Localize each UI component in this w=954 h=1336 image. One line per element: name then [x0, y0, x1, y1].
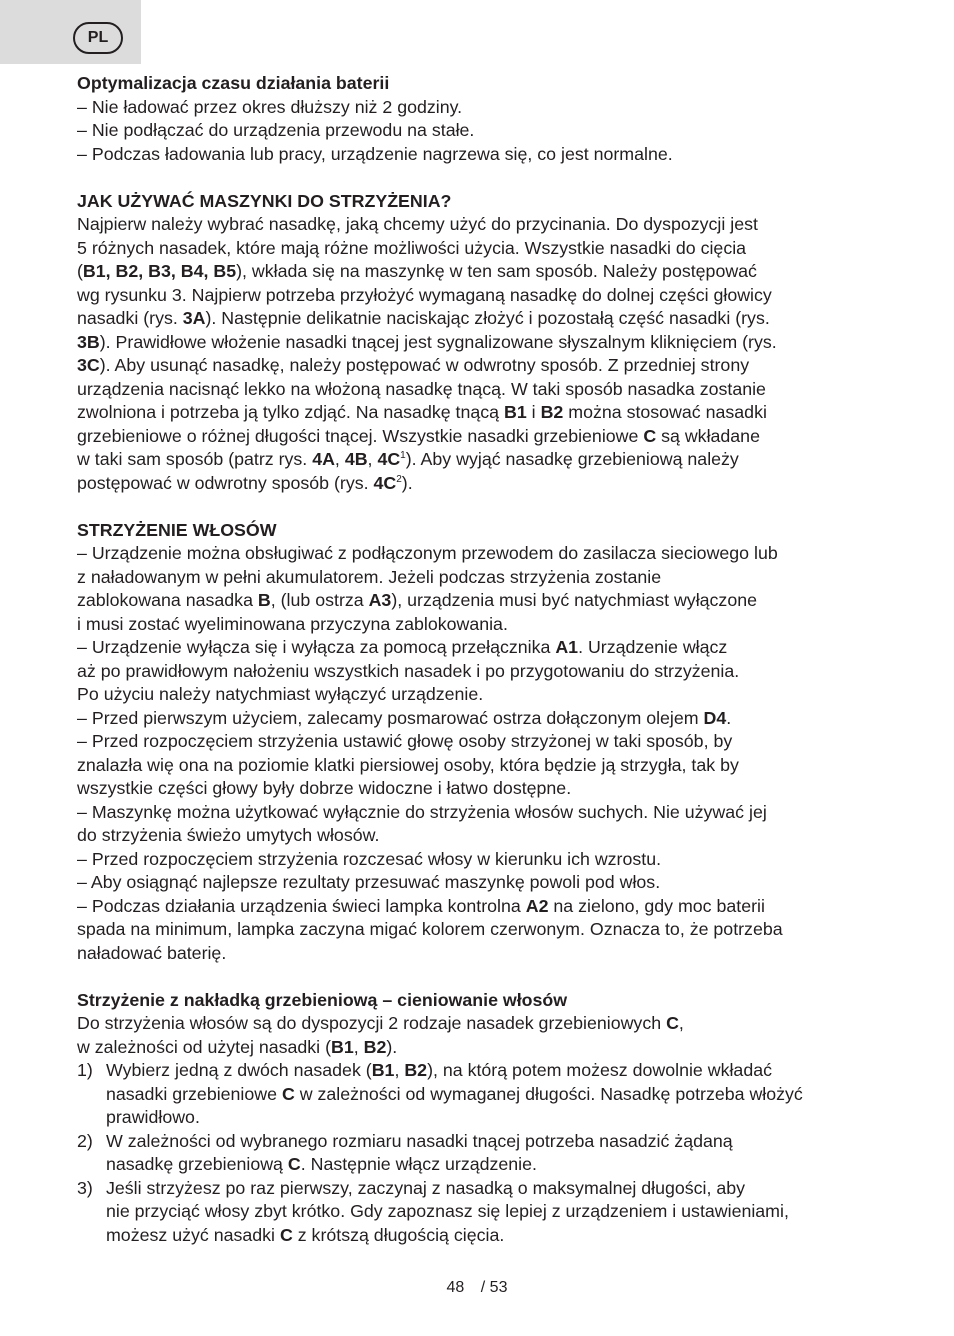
page-content — [77, 72, 887, 1247]
text-line: 3C). Aby usunąć nasadkę, należy postępować w odwrotny sposób. Z przedniej strony — [77, 355, 750, 375]
text-line: Do strzyżenia włosów są do dyspozycji 2 rodzaje nasadek grzebieniowych C, — [77, 1013, 684, 1033]
section-title-comb-attachment: Strzyżenie z nakładką grzebieniową – cieniowanie włosów — [77, 989, 568, 1010]
text-line: (B1, B2, B3, B4, B5), wkłada się na maszynkę w ten sam sposób. Należy postępować — [77, 261, 757, 281]
numbered-item: 1) Wybierz jedną z dwóch nasadek (B1, B2), na którą potem możesz dowolnie wkładać nasadki grzebieniowe C w zależności od wymaganej długości. Nasadkę potrzeba włożyć prawidłowo. — [77, 1060, 803, 1127]
page-total: / 53 — [480, 1279, 508, 1296]
text-line: Najpierw należy wybrać nasadkę, jaką chcemy użyć do przycinania. Do dyspozycji jest — [77, 214, 758, 234]
page-current: 48 — [446, 1279, 465, 1296]
language-tab — [0, 0, 141, 64]
list-item: – Urządzenie można obsługiwać z podłączonym przewodem do zasilacza sieciowego lub z naładowanym w pełni akumulatorem. Jeżeli podczas strzyżenia zostanie zablokowana nasadka B, (lub ostrza A3), urządzenia musi być natychmiast wyłączone i musi zostać wyeliminowana przyczyna zablokowania. — [77, 543, 778, 634]
language-badge: PL — [73, 22, 123, 54]
list-item: – Przed rozpoczęciem strzyżenia rozczesać włosy w kierunku ich wzrostu. — [77, 848, 662, 869]
text-line: 3B). Prawidłowe włożenie nasadki tnącej jest sygnalizowane słyszalnym kliknięciem (rys. — [77, 331, 777, 352]
section-title-battery: Optymalizacja czasu działania baterii — [77, 73, 390, 93]
list-item: – Podczas działania urządzenia świeci lampka kontrolna A2 na zielono, gdy moc baterii spada na minimum, lampka zaczyna migać kolorem czerwonym. Oznacza to, że potrzeba naładować baterię. — [77, 895, 783, 963]
text-line: w zależności od użytej nasadki (B1, B2). — [77, 1036, 398, 1057]
text-line: grzebieniowe o różnej długości tnącej. Wszystkie nasadki grzebieniowe C są wkładane — [77, 425, 760, 446]
section-title-hair-cutting: STRZYŻENIE WŁOSÓW — [77, 519, 277, 540]
text-line: zwolniona i potrzeba ją tylko zdjąć. Na nasadkę tnącą B1 i B2 można stosować nasadki — [77, 402, 767, 422]
list-item: – Maszynkę można użytkować wyłącznie do strzyżenia włosów suchych. Nie używać jej do strzyżenia świeżo umytych włosów. — [77, 801, 767, 845]
list-item: – Przed rozpoczęciem strzyżenia ustawić głowę osoby strzyżonej w taki sposób, by znalazła wię ona na poziomie klatki piersiowej osoby, która będzie ją strzygła, tak by wszystkie części głowy były dobrze widoczne i łatwo dostępne. — [77, 731, 739, 798]
numbered-item: 3) Jeśli strzyżesz po raz pierwszy, zaczynaj z nasadką o maksymalnej długości, aby nie przyciąć włosy zbyt krótko. Gdy zapoznasz się lepiej z urządzeniem i ustawieniami, możesz użyć nasadki C z krótszą długością cięcia. — [77, 1177, 789, 1245]
section-title-how-to-use: JAK UŻYWAĆ MASZYNKI DO STRZYŻENIA? — [77, 190, 452, 211]
text-line: urządzenia nacisnąć lekko na włożoną nasadkę tnącą. W taki sposób nasadka zostanie — [77, 378, 766, 399]
page-number — [0, 1279, 954, 1297]
text-line: postępować w odwrotny sposób (rys. $4C^2$). — [77, 472, 413, 493]
text-line: w taki sam sposób (patrz rys. 4A, 4B, $4C^1$). Aby wyjąć nasadkę grzebieniową należy — [77, 449, 739, 469]
text-line: 5 różnych nasadek, które mają różne możliwości użycia. Wszystkie nasadki do cięcia — [77, 237, 747, 258]
list-item: – Podczas ładowania lub pracy, urządzenie nagrzewa się, co jest normalne. — [77, 143, 673, 164]
numbered-item: 2) W zależności od wybranego rozmiaru nasadki tnącej potrzeba nasadzić żądaną nasadkę grzebieniową C. Następnie włącz urządzenie. — [77, 1130, 733, 1174]
list-item: – Przed pierwszym użyciem, zalecamy posmarować ostrza dołączonym olejem D4. — [77, 707, 732, 728]
list-item: – Nie podłączać do urządzenia przewodu na stałe. — [77, 120, 475, 140]
paragraph-how-to-use — [77, 213, 887, 495]
text-line: wg rysunku 3. Najpierw potrzeba przyłożyć wymaganą nasadkę do dolnej części głowicy — [77, 284, 772, 305]
list-item: – Aby osiągnąć najlepsze rezultaty przesuwać maszynkę powoli pod włos. — [77, 872, 661, 892]
list-item: – Nie ładować przez okres dłuższy niż 2 godziny. — [77, 96, 463, 117]
list-item: – Urządzenie wyłącza się i wyłącza za pomocą przełącznika A1. Urządzenie włącz aż po prawidłowym nałożeniu wszystkich nasadek i po przygotowaniu do strzyżenia. Po użyciu należy natychmiast wyłączyć urządzenie. — [77, 637, 740, 704]
text-line: nasadki (rys. 3A). Następnie delikatnie naciskając złożyć i pozostałą część nasadki (rys. — [77, 308, 770, 328]
